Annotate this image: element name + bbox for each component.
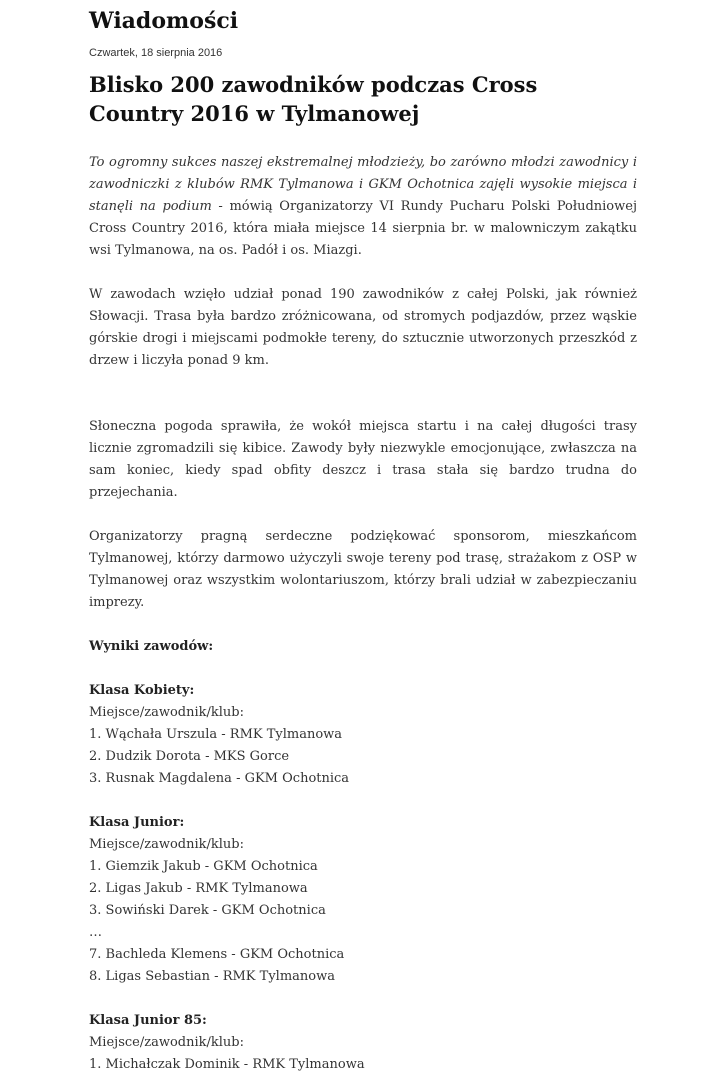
results-class-women: [89, 680, 637, 790]
lead-rest: - mówią Organizatorzy VI Rundy Pucharu Polski Południowej Cross Country 2016, która miała miejsce 14 sierpnia br. w malowniczym zakątku wsi Tylmanowa, na os. Padół i os. Miazgi.: [89, 199, 637, 258]
results-heading: Wyniki zawodów:: [89, 639, 214, 654]
paragraph-4: Organizatorzy pragną serdeczne podziękować sponsorom, mieszkańcom Tylmanowej, którzy darmowo użyczyli swoje tereny pod trasę, strażakom z OSP w Tylmanowej oraz wszystkim wolontariuszom, którzy brali udział w zabezpieczaniu imprezy.: [89, 529, 637, 610]
class-subheader: Miejsce/zawodnik/klub:: [89, 837, 244, 852]
article-body: [89, 152, 637, 1076]
results-class-junior-85: [89, 1010, 637, 1076]
result-entry: 7. Bachleda Klemens - GKM Ochotnica: [89, 947, 345, 962]
result-entry: 1. Wąchała Urszula - RMK Tylmanowa: [89, 727, 343, 742]
result-entry: 1. Giemzik Jakub - GKM Ochotnica: [89, 859, 318, 874]
result-entry: 2. Ligas Jakub - RMK Tylmanowa: [89, 881, 308, 896]
result-ellipsis: …: [89, 925, 102, 940]
result-entry: 1. Michałczak Dominik - RMK Tylmanowa: [89, 1057, 365, 1072]
article-headline: Blisko 200 zawodników podczas Cross Country 2016 w Tylmanowej: [89, 72, 538, 126]
class-title: Klasa Kobiety:: [89, 683, 195, 698]
paragraph-3: Słoneczna pogoda sprawiła, że wokół miejsca startu i na całej długości trasy licznie zgromadzili się kibice. Zawody były niezwykle emocjonujące, zwłaszcza na sam koniec, kiedy spad obfity deszcz i trasa stała się bardzo trudna do przejechania.: [89, 419, 637, 500]
article-date: Czwartek, 18 sierpnia 2016: [89, 47, 223, 59]
class-subheader: Miejsce/zawodnik/klub:: [89, 705, 244, 720]
result-entry: 8. Ligas Sebastian - RMK Tylmanowa: [89, 969, 335, 984]
results-class-junior: [89, 812, 637, 988]
lead-quote: To ogromny sukces naszej ekstremalnej młodzieży, bo zarówno młodzi zawodnicy i zawodniczki z klubów RMK Tylmanowa i GKM Ochotnica zajęli wysokie miejsca i stanęli na podium: [89, 155, 637, 214]
result-entry: 3. Rusnak Magdalena - GKM Ochotnica: [89, 771, 350, 786]
class-title: Klasa Junior:: [89, 815, 185, 830]
paragraph-2: W zawodach wzięło udział ponad 190 zawodników z całej Polski, jak również Słowacji. Trasa była bardzo zróżnicowana, od stromych podjazdów, przez wąskie górskie drogi i miejscami podmokłe tereny, do sztucznie utworzonych przeszkód z drzew i liczyła ponad 9 km.: [89, 287, 637, 368]
class-subheader: Miejsce/zawodnik/klub:: [89, 1035, 244, 1050]
result-entry: 2. Dudzik Dorota - MKS Gorce: [89, 749, 290, 764]
result-entry: 3. Sowiński Darek - GKM Ochotnica: [89, 903, 326, 918]
lead-paragraph: [89, 152, 637, 262]
class-title: Klasa Junior 85:: [89, 1013, 207, 1028]
site-title: Wiadomości: [89, 8, 239, 34]
